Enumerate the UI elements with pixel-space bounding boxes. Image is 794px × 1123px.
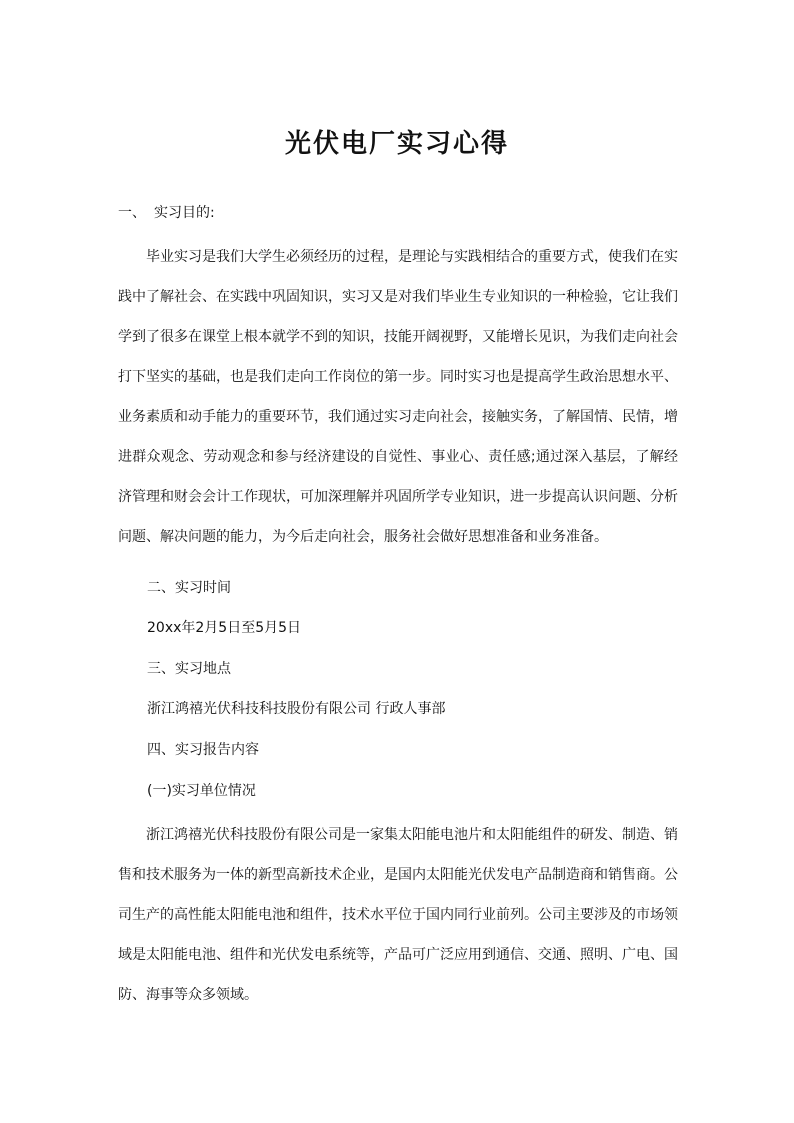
document-title: 光伏电厂实习心得 — [284, 129, 509, 159]
section-heading-purpose — [118, 203, 215, 223]
company-paragraph: 浙江鸿禧光伏科技股份有限公司是一家集太阳能电池片和太阳能组件的研发、制造、销售和技术服务为一体的新型高新技术企业，是国内太阳能光伏发电产品制造商和销售商。公司生产的高性能太阳能电池和组件，技术水平位于国内同行业前列。公司主要涉及的市场领域是太阳能电池、组件和光伏发电系统等，产品可广泛应用到通信、交通、照明、广电、国防、海事等众多领域。 — [118, 827, 678, 1003]
section-heading-report: 四、实习报告内容 — [147, 742, 259, 758]
section-heading-text: 实习目的: — [154, 205, 215, 221]
section-heading-time: 二、实习时间 — [147, 580, 231, 596]
internship-dates: 20xx年2月5日至5月5日 — [147, 620, 302, 636]
section-number: 一、 — [118, 205, 146, 221]
internship-location: 浙江鸿禧光伏科技科技股份有限公司 行政人事部 — [147, 701, 446, 717]
subsection-heading-company: (一)实习单位情况 — [147, 783, 256, 799]
purpose-paragraph: 毕业实习是我们大学生必须经历的过程，是理论与实践相结合的重要方式，使我们在实践中了解社会、在实践中巩固知识，实习又是对我们毕业生专业知识的一种检验，它让我们学到了很多在课堂上根本就学不到的知识，技能开阔视野，又能增长见识，为我们走向社会打下坚实的基础，也是我们走向工作岗位的第一步。同时实习也是提高学生政治思想水平、业务素质和动手能力的重要环节，我们通过实习走向社会，接触实务，了解国情、民情，增进群众观念、劳动观念和参与经济建设的自觉性、事业心、责任感;通过深入基层，了解经济管理和财会会计工作现状，可加深理解并巩固所学专业知识，进一步提高认识问题、分析问题、解决问题的能力，为今后走向社会，服务社会做好思想准备和业务准备。 — [118, 249, 678, 545]
section-heading-location: 三、实习地点 — [147, 661, 231, 677]
